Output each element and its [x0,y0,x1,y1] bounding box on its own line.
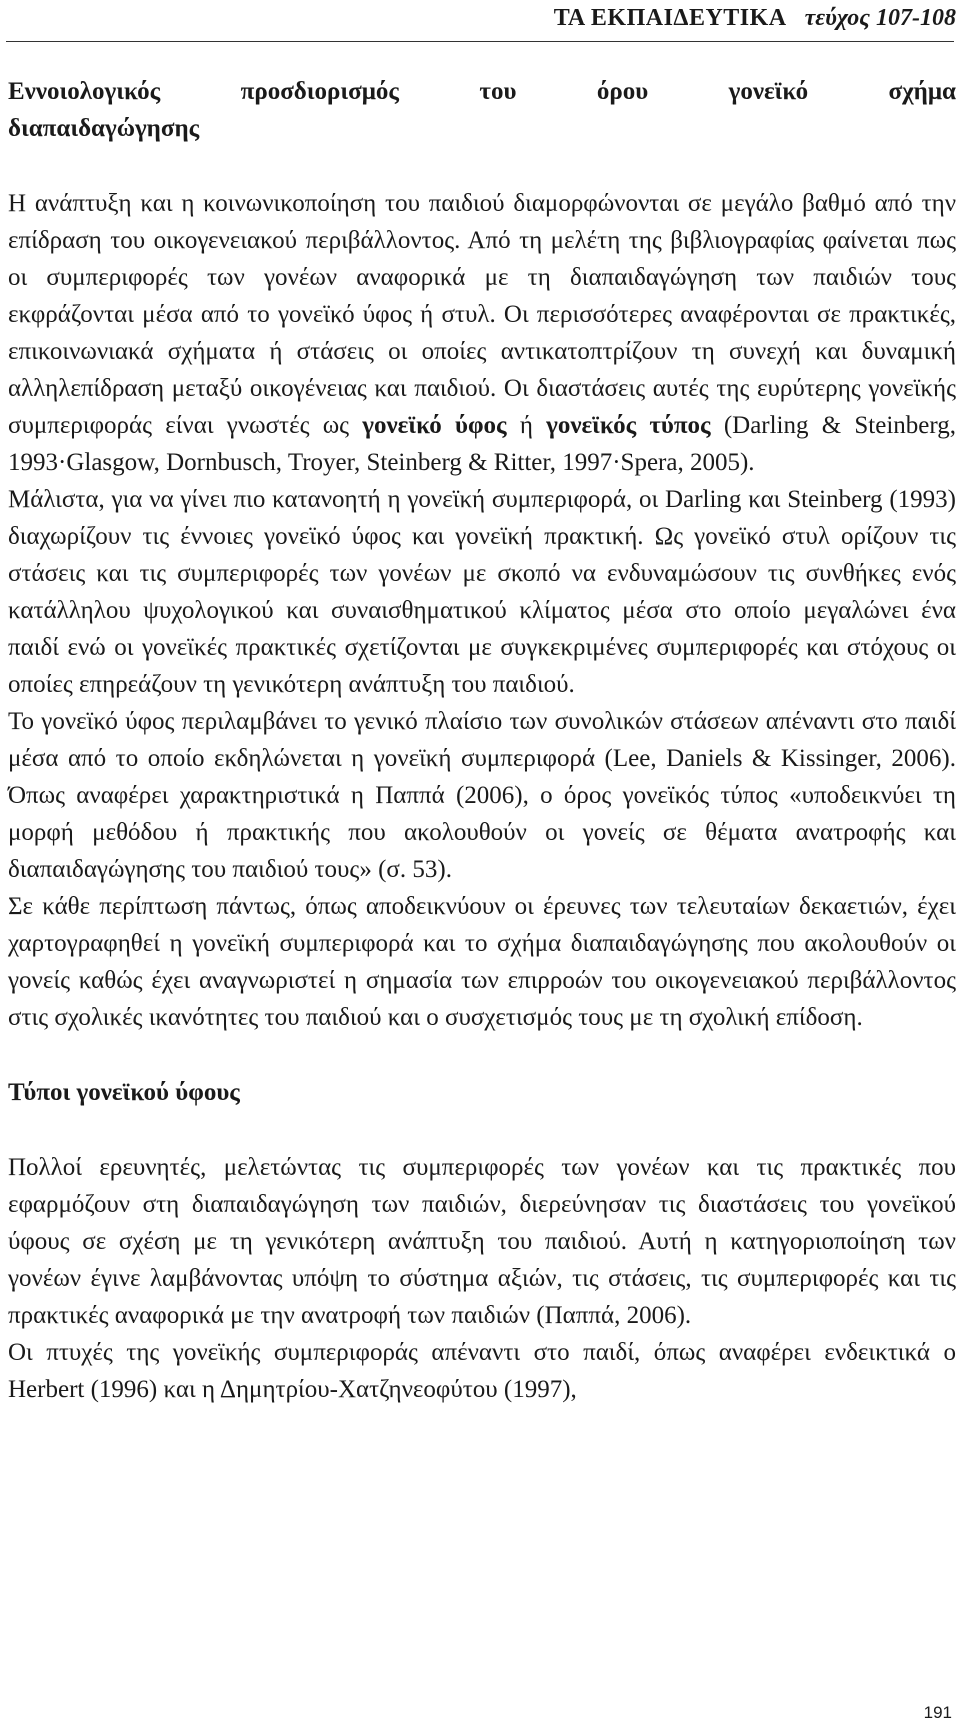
section-title-1 [8,73,956,110]
spacer [8,1036,956,1074]
paragraph-1 [8,185,956,481]
term-parenting-type: γονεϊκός τύπος [546,412,711,439]
paragraph-3: Το γονεϊκό ύφος περιλαμβάνει το γενικό πλαίσιο των συνολικών στάσεων απέναντι στο παιδί μέσα από το οποίο εκδηλώνεται η γονεϊκή συμπεριφορά (Lee, Daniels & Kissinger, 2006). Όπως αναφέρει χαρακτηριστικά η Παππά (2006), ο όρος γονεϊκός τύπος «υποδεικνύει τη μορφή μεθόδου ή πρακτικής που ακολουθούν οι γονείς σε θέματα ανατροφής και διαπαιδαγώγησης του παιδιού τους» (σ. 53). [8,708,956,883]
issue-number: τεύχος 107-108 [804,5,956,31]
section-title-1-line2: διαπαιδαγώγησης [8,115,200,142]
paragraph-1-text: Η ανάπτυξη και η κοινωνικοποίηση του παιδιού διαμορφώνονται σε μεγάλο βαθμό από την επίδραση του οικογενειακού περιβάλλοντος. Από τη μελέτη της βιβλιογραφίας φαίνεται πως οι συμπεριφορές των γονέων αναφορικά με τη διαπαιδαγώγηση των παιδιών τους εκφράζονται μέσα από το γονεϊκό ύφος ή στυλ. Οι περισσότερες αναφέρονται σε πρακτικές, επικοινωνιακά σχήματα ή στάσεις οι οποίες αντικατοπτρίζουν τη συνεχή και δυναμική αλληλεπίδραση μεταξύ οικογένειας και παιδιού. Οι διαστάσεις αυτές της ευρύτερης γονεϊκής συμπεριφοράς είναι γνωστές ως [8,190,956,439]
article-body [8,73,956,1408]
paragraph-4: Σε κάθε περίπτωση πάντως, όπως αποδεικνύουν οι έρευνες των τελευταίων δεκαετιών, έχει χαρτογραφηθεί η γονεϊκή συμπεριφορά και το σχήμα διαπαιδαγώγησης που ακολουθούν οι γονείς καθώς έχει αναγνωριστεί η σημασία των επιρροών του οικογενειακού περιβάλλοντος στις σχολικές ικανότητες του παιδιού και ο συσχετισμός τους με τη σχολική επίδοση. [8,893,956,1031]
journal-title: ΤΑ ΕΚΠΑΙΔΕΥΤΙΚΑ [553,5,787,31]
section-title-2: Τύποι γονεϊκού ύφους [8,1079,240,1106]
paragraph-1-or: ή [506,412,547,439]
spacer [8,1111,956,1149]
paragraph-2: Μάλιστα, για να γίνει πιο κατανοητή η γονεϊκή συμπεριφορά, οι Darling και Steinberg (1993) διαχωρίζουν τις έννοιες γονεϊκό ύφος και γονεϊκή πρακτική. Ως γονεϊκό στυλ ορίζουν τις στάσεις και τις συμπεριφορές των γονέων με σκοπό να ενδυναμώσουν τις συνθήκες ενός κατάλληλου ψυχολογικού και συναισθηματικού κλίματος μέσα στο οποίο μεγαλώνει ένα παιδί ενώ οι γονεϊκές πρακτικές σχετίζονται με συγκεκριμένες συμπεριφορές και στόχους οι οποίες επηρεάζουν τη γενικότερη ανάπτυξη του παιδιού. [8,486,956,698]
paragraph-6: Οι πτυχές της γονεϊκής συμπεριφοράς απέναντι στο παιδί, όπως αναφέρει ενδεικτικά ο Herbert (1996) και η Δημητρίου-Χατζηνεοφύτου (1997), [8,1339,956,1403]
section-title-1-cont [8,110,956,147]
paragraph-1-citation: (Darling & Steinberg, 1993·Glasgow, Dornbusch, Troyer, Steinberg & Ritter, 1997·Spera, 2005). [8,412,956,476]
spacer [8,147,956,185]
page-number: 191 [923,1703,952,1722]
header-rule [6,41,954,42]
paragraph-5: Πολλοί ερευνητές, μελετώντας τις συμπεριφορές των γονέων και τις πρακτικές που εφαρμόζουν στη διαπαιδαγώγηση των παιδιών, διερεύνησαν τις διαστάσεις του γονεϊκού ύφους σε σχέση με τη γενικότερη ανάπτυξη του παιδιού. Αυτή η κατηγοριοποίηση των γονέων έγινε λαμβάνοντας υπόψη το σύστημα αξιών, τις στάσεις, τις συμπεριφορές και τις πρακτικές αναφορικά με την ανατροφή των παιδιών (Παππά, 2006). [8,1154,956,1329]
section-title-1-line1: Εννοιολογικός προσδιορισμός του όρου γονεϊκό σχήμα [8,78,956,105]
term-parenting-style: γονεϊκό ύφος [362,412,507,439]
running-header [554,4,956,32]
